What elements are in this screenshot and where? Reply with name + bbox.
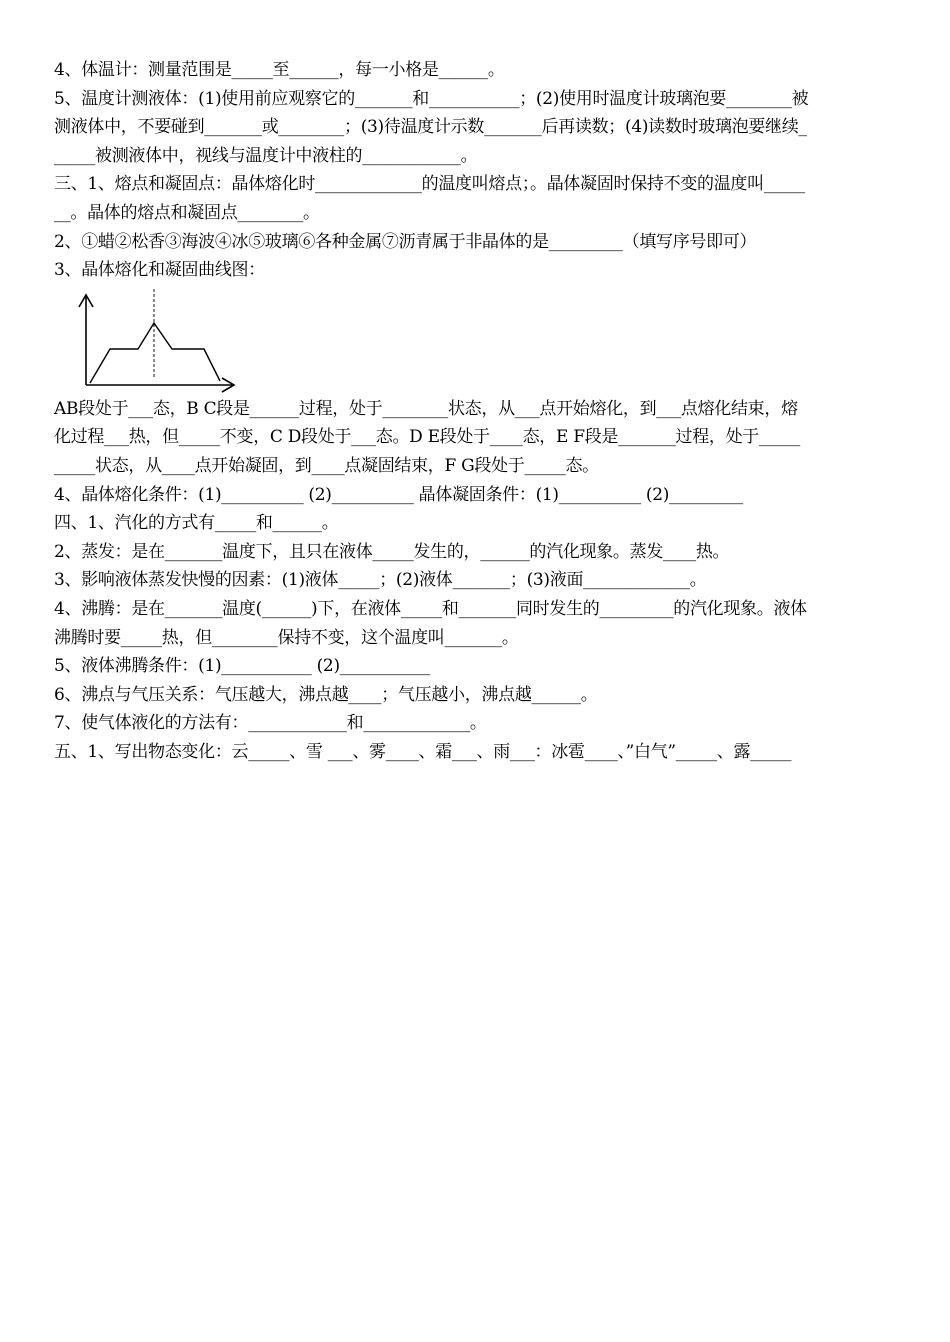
line-liquid-measure-2: 测液体中，不要碰到_______或________；(3)待温度计示数_______后再读数；(4)读数时玻璃泡要继续_: [54, 117, 807, 138]
curve-graph: [74, 285, 274, 395]
line-thermometer-range: 4、体温计：测量范围是_____至______，每一小格是______。: [54, 60, 505, 80]
line-segments-2: 化过程___热，但_____不变，C D段处于___态。D E段处于____态，E F段是_______过程，处于_____: [54, 427, 800, 448]
line-boiling-1: 4、沸腾：是在_______温度(______)下，在液体_____和_______同时发生的_________的汽化现象。液体: [54, 598, 807, 619]
line-boiling-2: 沸腾时要_____热，但________保持不变，这个温度叫_______。: [54, 627, 519, 648]
line-segments-1: AB段处于___态，B C段是______过程，处于________状态，从___点开始熔化，到___点熔化结束，熔: [54, 398, 798, 419]
line-boiling-conditions: 5、液体沸腾条件：(1)___________ (2)___________: [54, 656, 430, 677]
line-liquid-measure-3: _____被测液体中，视线与温度计中液柱的____________。: [54, 145, 478, 166]
line-melting-point-1: 三、1、熔点和凝固点：晶体熔化时_____________的温度叫熔点；。晶体凝固时保持不变的温度叫_____: [54, 174, 805, 195]
worksheet-page: [54, 56, 900, 766]
line-curve-title: 3、晶体熔化和凝固曲线图：: [54, 260, 265, 281]
line-melting-point-2: __。晶体的熔点和凝固点________。: [54, 202, 320, 223]
temperature-curve: [90, 323, 220, 383]
line-evaporation-factors: 3、影响液体蒸发快慢的因素：(1)液体_____；(2)液体_______；(3)液面_____________。: [54, 570, 707, 591]
line-liquefaction: 7、使气体液化的方法有：____________和_____________。: [54, 713, 487, 734]
line-boiling-pressure: 6、沸点与气压关系：气压越大，沸点越____；气压越小，沸点越______。: [54, 684, 598, 705]
melting-solidification-curve: [54, 285, 900, 395]
line-liquid-measure-1: 5、温度计测液体：(1)使用前应观察它的_______和___________；(2)使用时温度计玻璃泡要________被: [54, 88, 809, 109]
line-evaporation: 2、蒸发：是在_______温度下，且只在液体_____发生的，______的汽化现象。蒸发____热。: [54, 541, 730, 562]
line-vaporization-modes: 四、1、汽化的方式有_____和______。: [54, 513, 339, 534]
line-segments-3: _____状态，从____点开始凝固，到____点凝固结束，F G段处于_____态。: [54, 455, 599, 476]
line-crystal-conditions: 4、晶体熔化条件：(1)__________ (2)__________ 晶体凝固条件：(1)__________ (2)_________: [54, 484, 743, 505]
line-state-changes: 五、1、写出物态变化：云_____、雪 ___、雾____、霜___、雨___：冰雹____、”白气”_____、露_____: [54, 741, 792, 762]
line-amorphous: 2、①蜡②松香③海波④冰⑤玻璃⑥各种金属⑦沥青属于非晶体的是_________（填写序号即可）: [54, 231, 757, 252]
